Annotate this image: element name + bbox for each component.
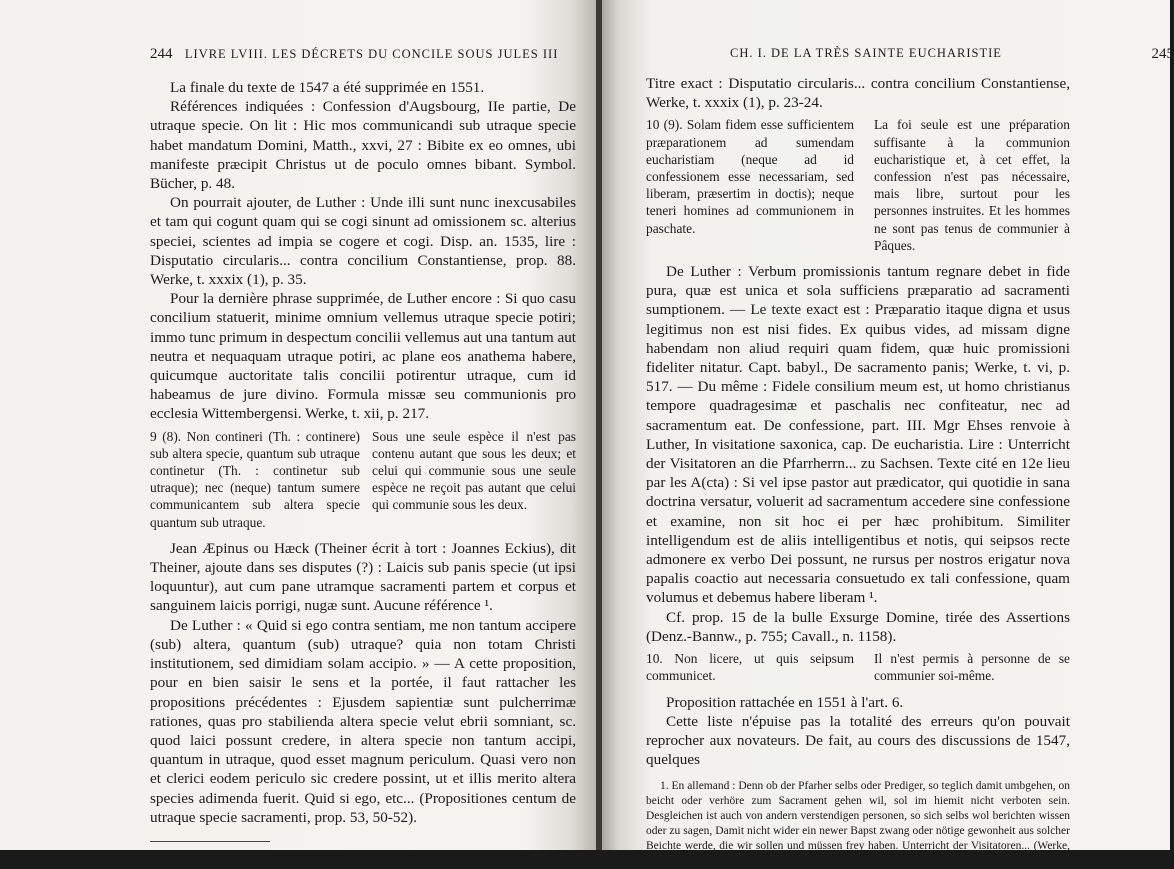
footnote: 1. En allemand : Denn ob der Pfarher selbs oder Prediger, so teglich damit umbgehen, on beicht oder verhöre zum Sacrament gehen wil, sol im hiemit nicht verboten sein. Desgleichen ist auch von andern verstendigen personen, so sich selbs wol berichten wissen oder zu sagen, Damit nicht wider ein newer Bapst zwang oder nötige gewonheit aus solcher Beichte werde, die wir sollen und müssen frey haben. Unterricht der Visitatoren... (Werke, t. xxvi, p. 216). bbox=[646, 779, 1070, 869]
article-french: La foi seule est une préparation suffisante à la communion eucharistique et, à cet effet, la confession n'est pas nécessaire, mais libre, surtout pour les personnes instruites. Et les hommes ne sont pas tenus de communier à Pâques. bbox=[874, 116, 1070, 254]
left-running-head: LIVRE LVIII. LES DÉCRETS DU CONCILE SOUS JULES III bbox=[185, 47, 559, 61]
article-latin: 9 (8). Non contineri (Th. : continere) sub altera specie, quantum sub utraque continetur (Th. : continetur sub utraque); nec (neque) tantum sumere communicantem sub altera specie quantum sub utraque. bbox=[150, 428, 360, 531]
footnote: 1. Sur Jean Æpinus, voir Dict. théol. cath., t. i, col. 514. bbox=[150, 848, 576, 863]
right-text-column bbox=[646, 74, 1070, 869]
paragraph: Pour la dernière phrase supprimée, de Luther encore : Si quo casu concilium statuerit, minime omnium vellemus utraque specie potiri; immo tunc primum in despectum concilii vellemus aut una tantum aut neutra et nequaquam utraque potiri, ac plane eos anathema habere, quicumque auctoritate talis concilii potirentur utraque, cum id habeamus de jure divino. Formula missæ seu communionis pro ecclesia Wittembergensi. Werke, t. xii, p. 217. bbox=[150, 289, 576, 423]
left-running-header bbox=[150, 46, 558, 63]
paragraph: Jean Æpinus ou Hæck (Theiner écrit à tort : Joannes Eckius), dit Theiner, ajoute dans ses disputes (?) : Laicis sub panis specie (ut ipsi loquuntur), aut cum pane utramque sacramenti partem et corpus et sanguinem laicis porrigi, nugæ sunt. Aucune référence ¹. bbox=[150, 539, 576, 616]
article-french: Il n'est permis à personne de se communier soi-même. bbox=[874, 650, 1070, 684]
paragraph: De Luther : Verbum promissionis tantum regnare debet in fide pura, quæ est unica et sola sufficiens præparatio ad sacramenti sumptionem. — Le texte exact est : Præparatio itaque digna et usus legitimus non est nisi fides. Ex quibus vides, ad missam digne habendam non aliud requiri quam fidem, quæ huic promissioni fideliter nitatur. Capt. babyl., De sacramento panis; Werke, t. vi, p. 517. — Du même : Fidele consilium meum est, ut homo christianus tempore quadragesimæ et paschalis nec confiteatur, nec ad sacramentum eat. De confessione, part. III. Mgr Ehses renvoie à Luther, In visitatione saxonica, cap. De eucharistia. Lire : Unterricht der Visitatoren an die Pfarrherrn... zu Sachsen. Texte cité en 12e lieu par les A(cta) : Si vel ipse pastor aut prædicator, qui quotidie in sana doctrina versatur, voluerit ad sacramentum accedere sine confessione et examine, non sit hoc ei per hæc prohibitum. Similiter intelligendum est de aliis intelligentibus et notis, qui seipsos recte admonere ex verbo Dei possunt, ne rursus per nostros erigatur nova papalis coactio aut necessaria consuetudo ex tali confessione, quam volumus et debemus habere liberam ¹. bbox=[646, 262, 1070, 608]
article-latin: 10 (9). Solam fidem esse sufficientem præparationem ad sumendam eucharistiam (neque ad id confessionem esse necessariam, sed liberam, præsertim in doctis); neque teneri homines ad communionem in paschate. bbox=[646, 116, 854, 254]
paragraph: De Luther : « Quid si ego contra sentiam, me non tantum accipere (sub) altera, quantum (sub) utraque? quia non totam Christi institutionem, sed dimidiam solam accipio. » — A cette proposition, pour en bien saisir le sens et la portée, il faut rattacher les propositions précédentes : Ejusdem sapientiæ sunt pulcherrimæ rationes, quas pro stabilienda altera specie velut ebrii somniant, sc. quod laici possunt credere, in altera specie non tantum accipi, quantum in utraque, quod esset magnum periculum. Quasi vero non et clerici eodem periculo sic credere possint, ut et illis merito altera species adimenda fuerit. Quid si ego, etc... (Propositiones centum de utraque specie sacramenti, prop. 53, 50-52). bbox=[150, 616, 576, 827]
right-running-head: CH. I. DE LA TRÈS SAINTE EUCHARISTIE bbox=[730, 46, 1002, 60]
paragraph: Titre exact : Disputatio circularis... contra concilium Constantiense, Werke, t. xxxix (1), p. 23-24. bbox=[646, 74, 1070, 112]
article-10-block bbox=[646, 116, 1070, 254]
article-9-block bbox=[150, 428, 576, 531]
paragraph: Proposition rattachée en 1551 à l'art. 6. bbox=[646, 693, 1070, 712]
right-page-number: 245 bbox=[1152, 46, 1174, 63]
footnote-rule bbox=[150, 841, 270, 842]
paragraph: Cette liste n'épuise pas la totalité des erreurs qu'on pouvait reprocher aux novateurs. De fait, au cours des discussions de 1547, quelques bbox=[646, 712, 1070, 770]
paragraph: Cf. prop. 15 de la bulle Exsurge Domine, tirée des Assertions (Denz.-Bannw., p. 755; Cavall., n. 1158). bbox=[646, 608, 1070, 646]
left-page bbox=[0, 0, 596, 850]
right-running-header bbox=[730, 46, 1174, 61]
article-french: Sous une seule espèce il n'est pas contenu autant que sous les deux; et celui qui communie sous une seule espèce ne reçoit pas autant que celui qui communie sous les deux. bbox=[372, 428, 576, 531]
paragraph: Références indiquées : Confession d'Augsbourg, IIe partie, De utraque specie. On lit : Hic mos communicandi sub utraque specie habet mandatum Domini, Matth., xxvi, 27 : Bibite ex eo omnes, ubi manifeste præcipit Christus ut de poculo omnes bibant. Symbol. Bücher, p. 48. bbox=[150, 97, 576, 193]
article-latin: 10. Non licere, ut quis seipsum communicet. bbox=[646, 650, 854, 684]
left-page-number: 244 bbox=[150, 46, 173, 62]
left-text-column bbox=[150, 78, 576, 863]
article-11-block bbox=[646, 650, 1070, 684]
right-page bbox=[602, 0, 1170, 850]
paragraph: On pourrait ajouter, de Luther : Unde illi sunt nunc inexcusabiles et tam qui cogunt quam qui se cogi sinunt ad omissionem sc. alterius speciei, scientes ad impia se cogere et cogi. Disp. an. 1535, lire : Disputatio circularis... contra concilium Constantiense, prop. 88. Werke, t. xxxix (1), p. 35. bbox=[150, 193, 576, 289]
paragraph: La finale du texte de 1547 a été supprimée en 1551. bbox=[150, 78, 576, 97]
